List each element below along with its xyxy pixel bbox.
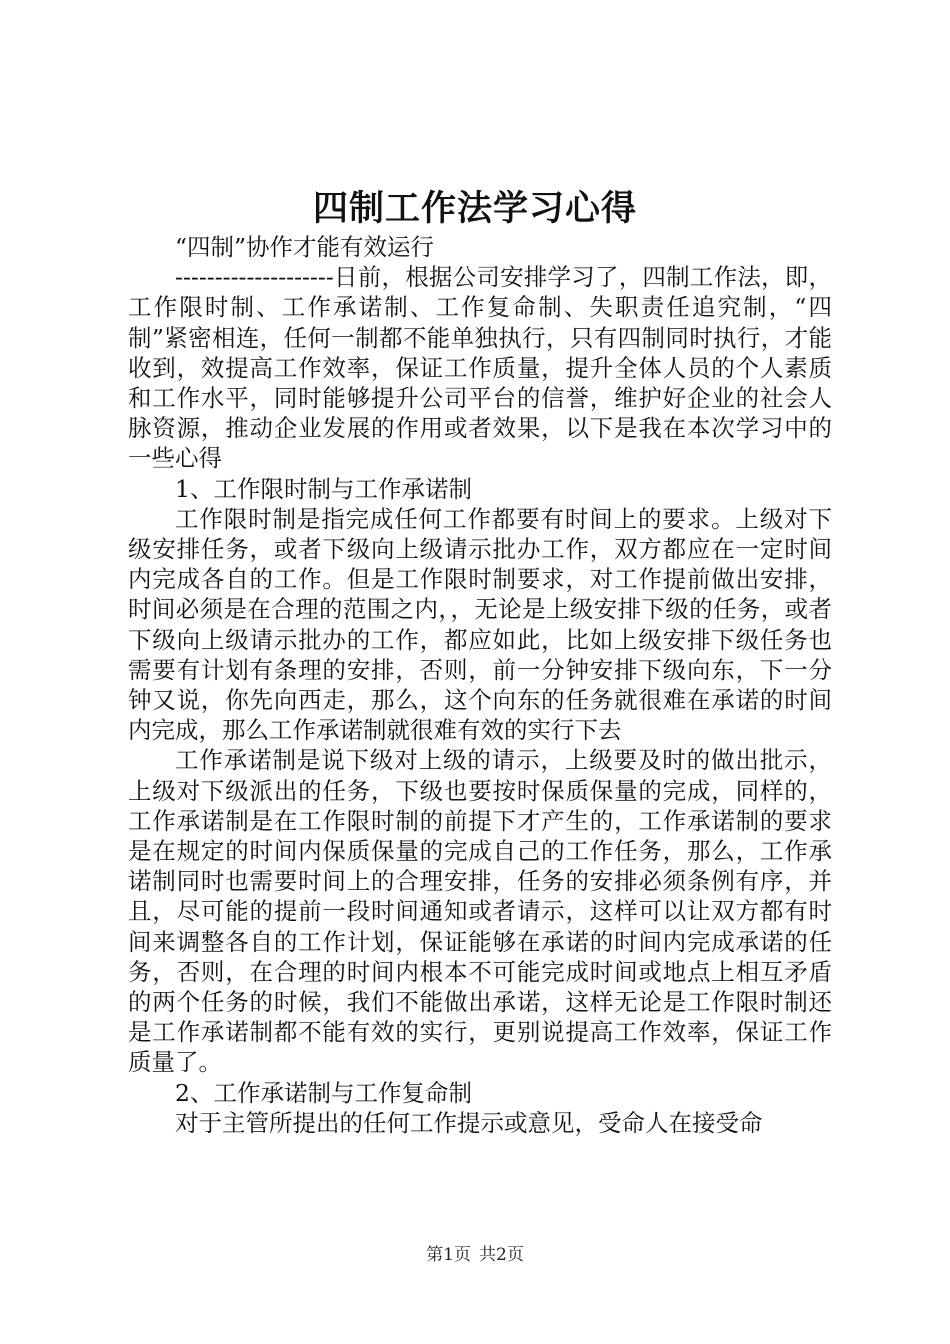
- body-paragraph: 对于主管所提出的任何工作提示或意见，受命人在接受命: [175, 1108, 763, 1137]
- body-paragraph: 工作限时制是指完成任何工作都要有时间上的要求。上级对下级安排任务，或者下级向上级请示批办工作，双方都应在一定时间内完成各自的工作。但是工作限时制要求，对工作提前做出安排，时间必须是在合理的范围之内，，无论是上级安排下级的任务，或者下级向上级请示批办的工作，都应如此，比如上级安排下级任务也需要有计划有条理的安排，否则，前一分钟安排下级向东，下一分钟又说，你先向西走，那么，这个向东的任务就很难在承诺的时间内完成，那么工作承诺制就很难有效的实行下去: [128, 504, 832, 745]
- document-body: [128, 232, 832, 1138]
- section-heading-1: 1、工作限时制与工作承诺制: [175, 474, 472, 503]
- page-number: 第1页: [426, 1245, 471, 1265]
- page-footer: [0, 1243, 950, 1267]
- subtitle-paragraph: “四制”协作才能有效运行: [175, 233, 435, 261]
- body-paragraph: 工作承诺制是说下级对上级的请示，上级要及时的做出批示，上级对下级派出的任务，下级也要按时保质保量的完成，同样的，工作承诺制是在工作限时制的前提下才产生的，工作承诺制的要求是在规定的时间内保质保量的完成自己的工作任务，那么，工作承诺制同时也需要时间上的合理安排，任务的安排必须条例有序，并且，尽可能的提前一段时间通知或者请示，这样可以让双方都有时间来调整各自的工作计划，保证能够在承诺的时间内完成承诺的任务，否则，在合理的时间内根本不可能完成时间或地点上相互矛盾的两个任务的时候，我们不能做出承诺，这样无论是工作限时制还是工作承诺制都不能有效的实行，更别说提高工作效率，保证工作质量了。: [128, 746, 832, 1077]
- total-pages: 共2页: [479, 1245, 524, 1265]
- document-title: 四制工作法学习心得: [312, 188, 637, 229]
- intro-paragraph: --------------------日前，根据公司安排学习了，四制工作法，即，工作限时制、工作承诺制、工作复命制、失职责任追究制，“四制”紧密相连，任何一制都不能单独执行，只有四制同时执行，才能收到，效提高工作效率，保证工作质量，提升全体人员的个人素质和工作水平，同时能够提升公司平台的信誉，维护好企业的社会人脉资源，推动企业发展的作用或者效果，以下是我在本次学习中的一些心得: [128, 263, 832, 473]
- section-heading-2: 2、工作承诺制与工作复命制: [175, 1078, 472, 1107]
